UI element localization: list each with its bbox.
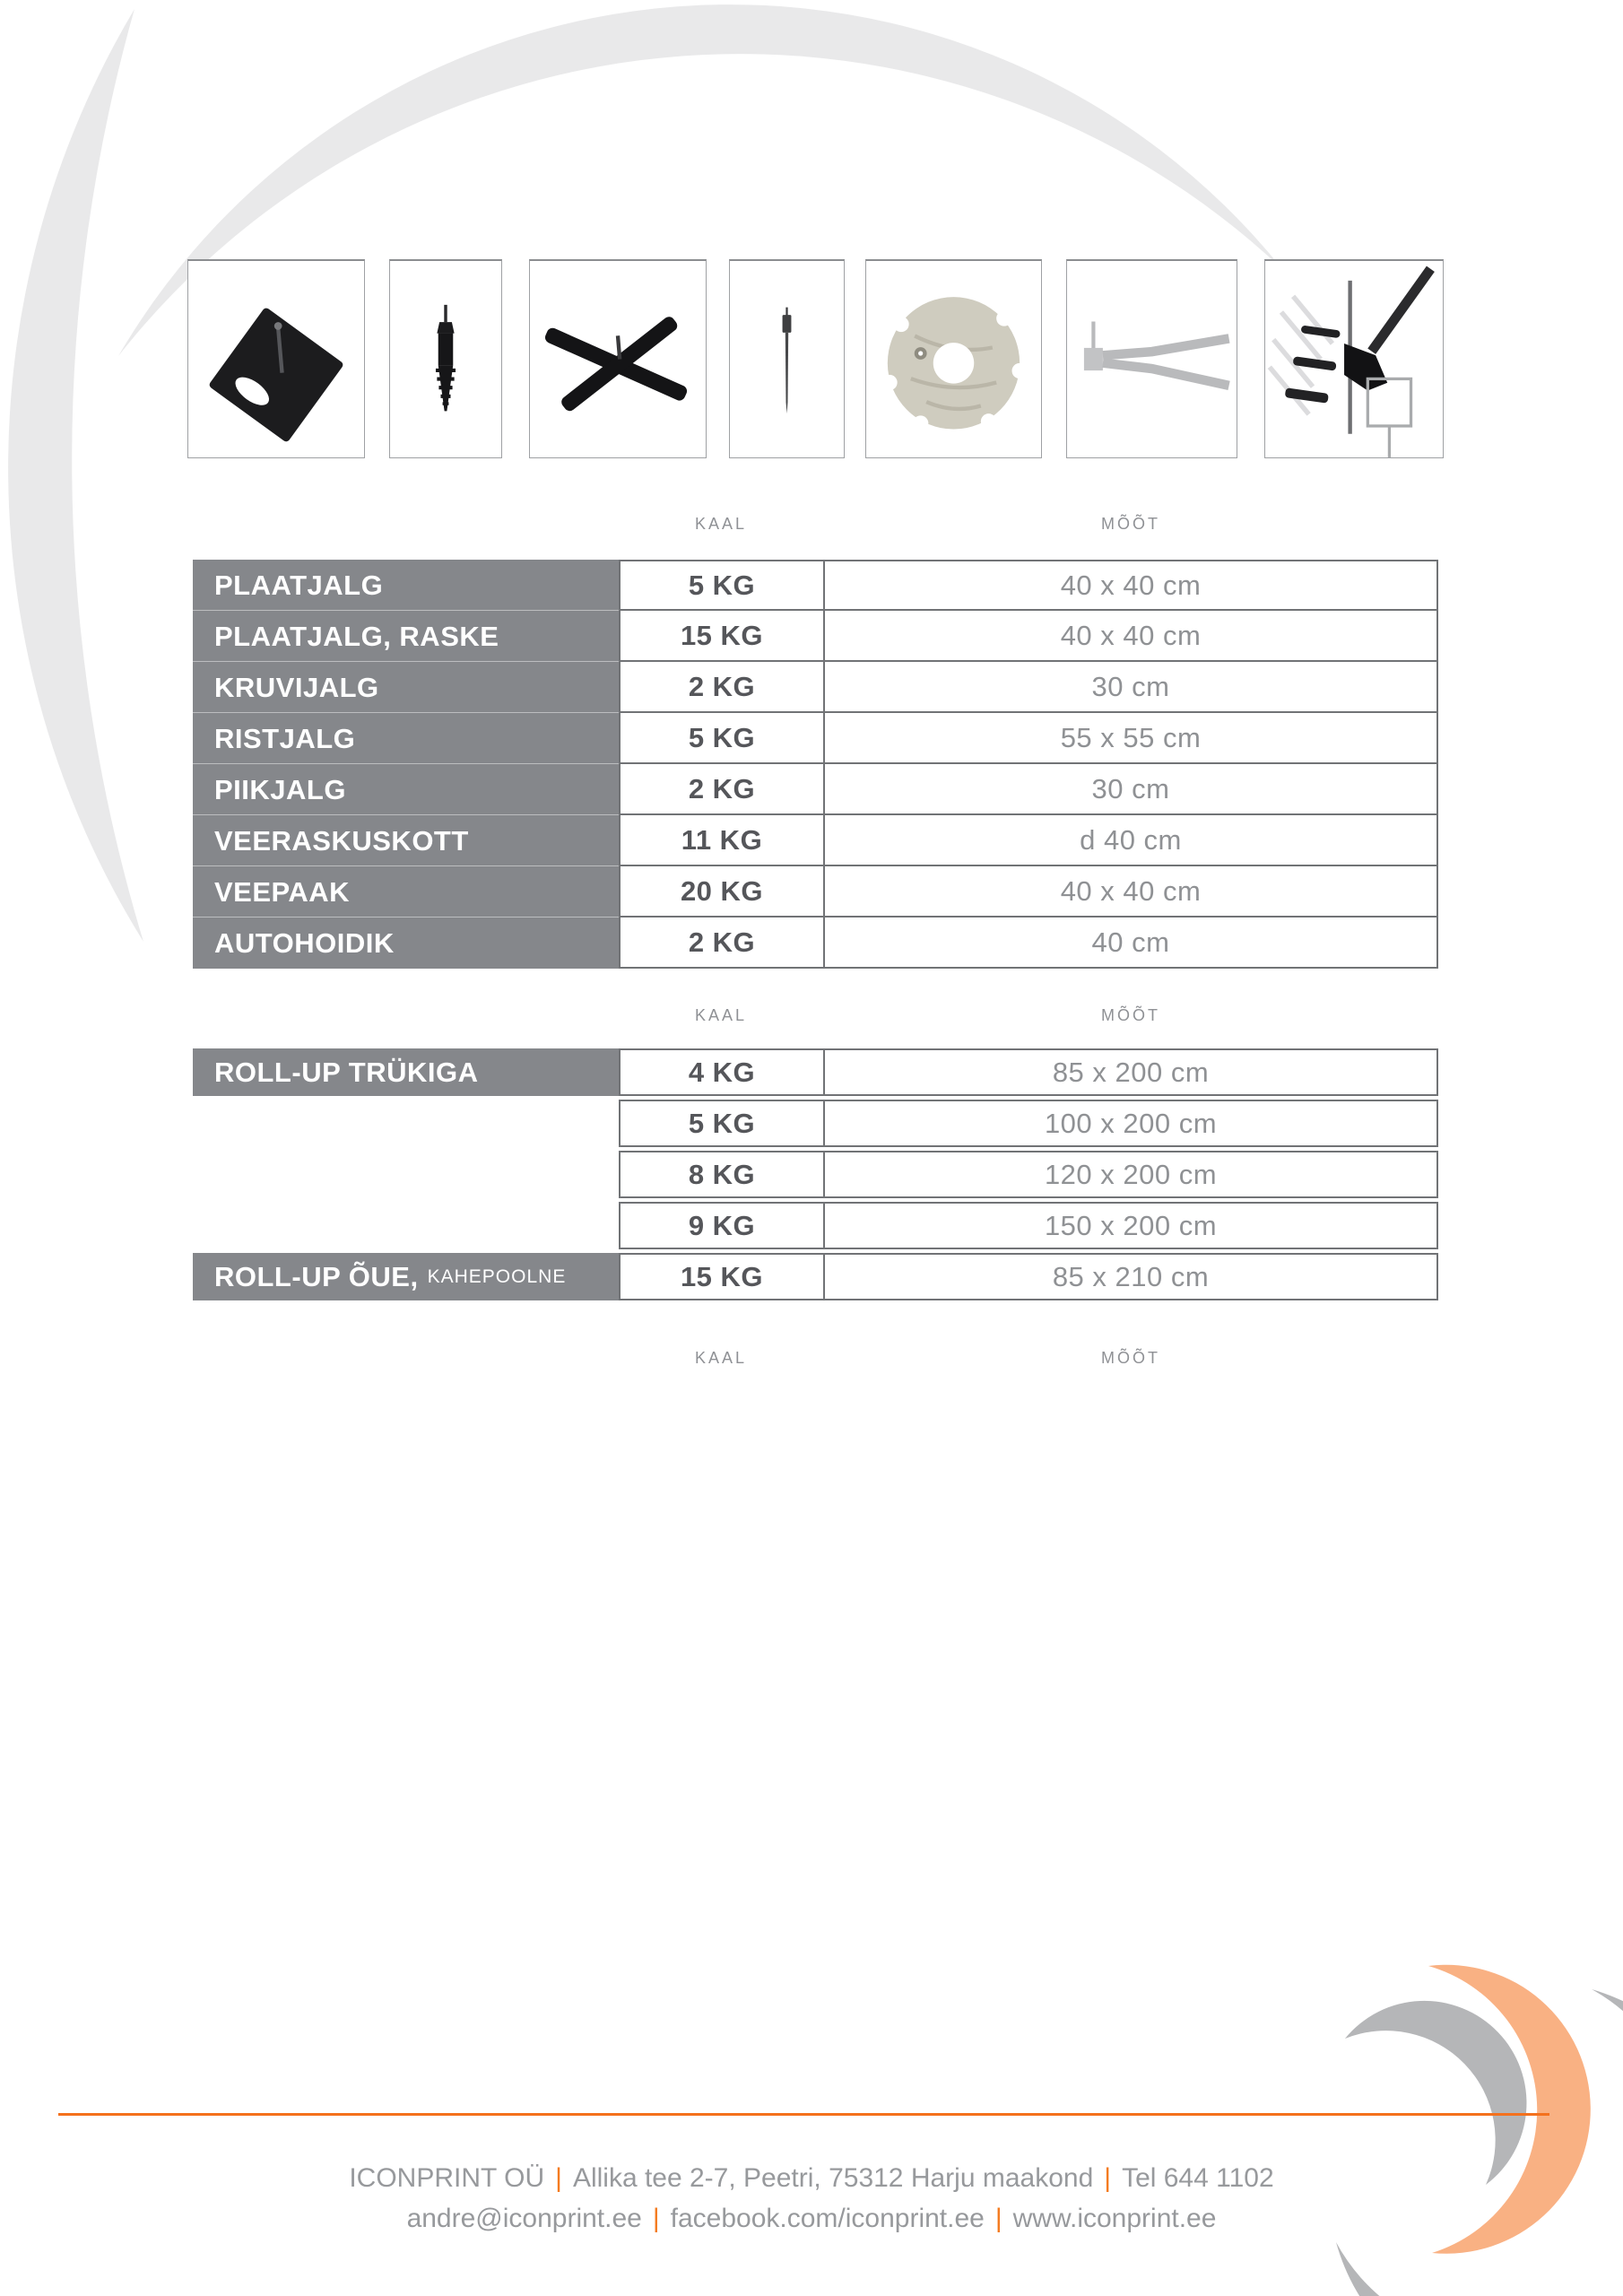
product-name-cell <box>193 1100 619 1147</box>
size-cell: 150 x 200 cm <box>823 1202 1438 1249</box>
rollup-spec-table <box>193 1048 1438 1300</box>
size-cell: 40 x 40 cm <box>823 611 1438 662</box>
footer-links-line <box>0 2198 1623 2239</box>
cross-base-photo <box>530 261 706 457</box>
company-address: Allika tee 2-7, Peetri, 75312 Harju maakond <box>572 2163 1094 2193</box>
car-mounted-holder-photo <box>1265 261 1443 457</box>
product-name-suffix: KAHEPOOLNE <box>427 1265 567 1287</box>
company-facebook: facebook.com/iconprint.ee <box>670 2204 985 2233</box>
weight-cell: 8 KG <box>619 1151 823 1198</box>
company-name: ICONPRINT OÜ <box>349 2163 545 2193</box>
product-name: PLAATJALG <box>214 569 384 601</box>
stands-spec-table <box>193 560 1438 969</box>
company-phone: Tel 644 1102 <box>1122 2163 1274 2193</box>
size-cell: 30 cm <box>823 662 1438 713</box>
size-column-header: MÕÕT <box>1101 515 1160 533</box>
size-cell: 30 cm <box>823 764 1438 815</box>
footer-separator: | <box>652 2204 660 2233</box>
product-photo-water-weight-bag <box>865 259 1042 458</box>
footer-separator: | <box>555 2163 562 2193</box>
product-name-cell <box>193 560 619 611</box>
weight-cell: 5 KG <box>619 560 823 611</box>
footer-divider-line <box>58 2113 1549 2116</box>
crescent-top-left-large-icon <box>8 9 143 942</box>
column-header-row-3 <box>193 1345 1438 1370</box>
product-name-cell <box>193 713 619 764</box>
product-name-cell <box>193 1151 619 1198</box>
size-cell: d 40 cm <box>823 815 1438 866</box>
weight-cell: 11 KG <box>619 815 823 866</box>
size-cell: 55 x 55 cm <box>823 713 1438 764</box>
product-name-cell <box>193 764 619 815</box>
product-name-cell <box>193 1048 619 1096</box>
size-column-header: MÕÕT <box>1101 1349 1160 1367</box>
product-name-cell <box>193 918 619 969</box>
product-photo-car-holder-fork <box>1066 259 1237 458</box>
weight-cell: 5 KG <box>619 713 823 764</box>
size-cell: 85 x 210 cm <box>823 1253 1438 1300</box>
product-photo-car-mounted-holder <box>1264 259 1444 458</box>
weight-cell: 4 KG <box>619 1048 823 1096</box>
weight-column-header: KAAL <box>694 1006 748 1024</box>
size-cell: 100 x 200 cm <box>823 1100 1438 1147</box>
product-photo-cross-base <box>529 259 707 458</box>
car-holder-fork-photo <box>1067 261 1237 457</box>
product-name: VEEPAAK <box>214 875 351 908</box>
plate-base-photo <box>188 261 364 457</box>
size-cell: 85 x 200 cm <box>823 1048 1438 1096</box>
product-name: AUTOHOIDIK <box>214 926 395 959</box>
crescent-bottom-right-outer-gray-icon <box>1336 1989 1623 2296</box>
column-header-spacer <box>193 1345 619 1370</box>
weight-cell: 2 KG <box>619 662 823 713</box>
weight-column-header: KAAL <box>694 1349 748 1367</box>
weight-cell: 20 KG <box>619 866 823 918</box>
product-name: ROLL-UP ÕUE, <box>214 1260 419 1292</box>
column-header-spacer <box>193 511 619 536</box>
company-website: www.iconprint.ee <box>1012 2204 1217 2233</box>
size-cell: 120 x 200 cm <box>823 1151 1438 1198</box>
product-name-cell <box>193 815 619 866</box>
product-name-cell <box>193 611 619 662</box>
product-name-cell <box>193 662 619 713</box>
product-name: RISTJALG <box>214 722 356 754</box>
footer-separator: | <box>1104 2163 1112 2193</box>
ground-screw-photo <box>390 261 501 457</box>
column-header-row-2 <box>193 1003 1438 1028</box>
size-column-header: MÕÕT <box>1101 1006 1160 1024</box>
water-weight-bag-photo <box>866 261 1041 457</box>
weight-cell: 15 KG <box>619 611 823 662</box>
size-cell: 40 x 40 cm <box>823 866 1438 918</box>
product-name-cell <box>193 1253 619 1300</box>
footer-separator: | <box>994 2204 1002 2233</box>
size-cell: 40 cm <box>823 918 1438 969</box>
product-photo-ground-screw <box>389 259 502 458</box>
product-name-cell <box>193 866 619 918</box>
column-header-row-1 <box>193 511 1438 536</box>
product-name: PIIKJALG <box>214 773 346 805</box>
footer-contact-line <box>0 2158 1623 2198</box>
weight-cell: 2 KG <box>619 764 823 815</box>
weight-column-header: KAAL <box>694 515 748 533</box>
product-photo-spike-leg <box>729 259 845 458</box>
product-name: ROLL-UP TRÜKIGA <box>214 1056 479 1088</box>
size-cell: 40 x 40 cm <box>823 560 1438 611</box>
column-header-spacer <box>193 1003 619 1028</box>
weight-cell: 5 KG <box>619 1100 823 1147</box>
company-email: andre@iconprint.ee <box>406 2204 642 2233</box>
product-photo-plate-base <box>187 259 365 458</box>
product-name-cell <box>193 1202 619 1249</box>
weight-cell: 15 KG <box>619 1253 823 1300</box>
product-name: KRUVIJALG <box>214 671 379 703</box>
weight-cell: 2 KG <box>619 918 823 969</box>
footer <box>0 2158 1623 2239</box>
product-name: VEERASKUSKOTT <box>214 824 469 857</box>
weight-cell: 9 KG <box>619 1202 823 1249</box>
spike-leg-photo <box>730 261 844 457</box>
product-name: PLAATJALG, RASKE <box>214 620 499 652</box>
